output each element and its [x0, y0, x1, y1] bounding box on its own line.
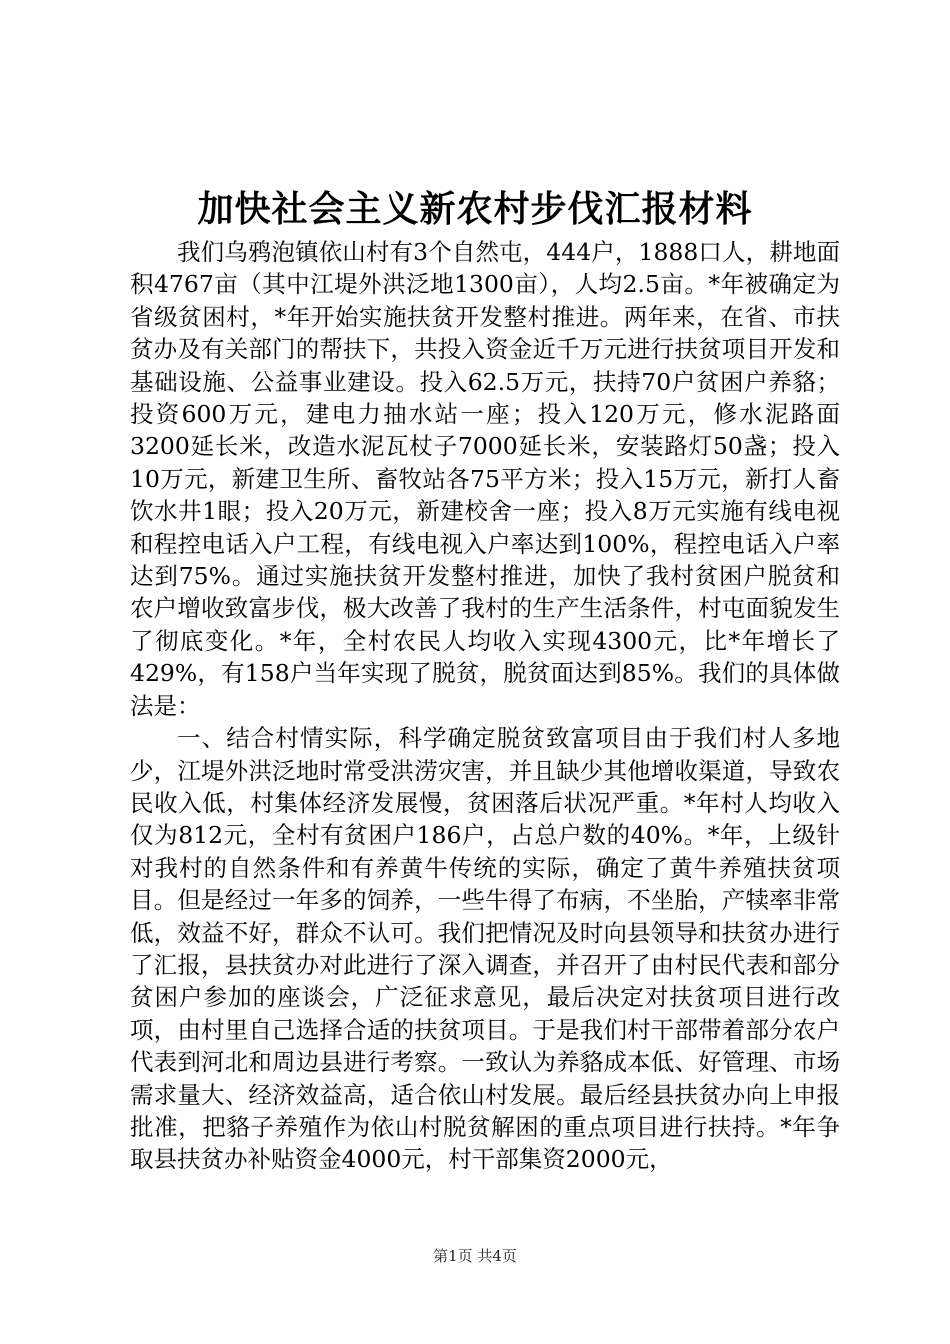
paragraph-section-one: 一、结合村情实际，科学确定脱贫致富项目由于我们村人多地少，江堤外洪泛地时常受洪涝灾害，并且缺少其他增收渠道，导致农民收入低，村集体经济发展慢，贫困落后状况严重。*年村人均收入仅为812元，全村有贫困户186户，占总户数的40%。*年，上级针对我村的自然条件和有养黄牛传统的实际，确定了黄牛养殖扶贫项目。但是经过一年多的饲养，一些牛得了布病，不坐胎，产犊率非常低，效益不好，群众不认可。我们把情况及时向县领导和扶贫办进行了汇报，县扶贫办对此进行了深入调查，并召开了由村民代表和部分贫困户参加的座谈会，广泛征求意见，最后决定对扶贫项目进行改项，由村里自己选择合适的扶贫项目。于是我们村干部带着部分农户代表到河北和周边县进行考察。一致认为养貉成本低、好管理、市场需求量大、经济效益高，适合依山村发展。最后经县扶贫办向上申报批准，把貉子养殖作为依山村脱贫解困的重点项目进行扶持。*年争取县扶贫办补贴资金4000元，村干部集资2000元， — [130, 724, 840, 1174]
paragraph-intro: 我们乌鸦泡镇依山村有3个自然屯，444户，1888口人，耕地面积4767亩（其中江堤外洪泛地1300亩），人均2.5亩。*年被确定为省级贫困村，*年开始实施扶贫开发整村推进。两年来，在省、市扶贫办及有关部门的帮扶下，共投入资金近千万元进行扶贫项目开发和基础设施、公益事业建设。投入62.5万元，扶持70户贫困户养貉；投资600万元，建电力抽水站一座；投入120万元，修水泥路面3200延长米，改造水泥瓦杖子7000延长米，安装路灯50盏；投入10万元，新建卫生所、畜牧站各75平方米；投入15万元，新打人畜饮水井1眼；投入20万元，新建校舍一座；投入8万元实施有线电视和程控电话入户工程，有线电视入户率达到100%，程控电话入户率达到75%。通过实施扶贫开发整村推进，加快了我村贫困户脱贫和农户增收致富步伐，极大改善了我村的生产生活条件，村屯面貌发生了彻底变化。*年，全村农民人均收入实现4300元，比*年增长了429%，有158户当年实现了脱贫，脱贫面达到85%。我们的具体做法是： — [130, 238, 840, 720]
page-footer: 第1页 共4页 — [433, 1247, 517, 1265]
document-title: 加快社会主义新农村步伐汇报材料 — [197, 188, 753, 230]
document-body — [130, 236, 840, 1176]
